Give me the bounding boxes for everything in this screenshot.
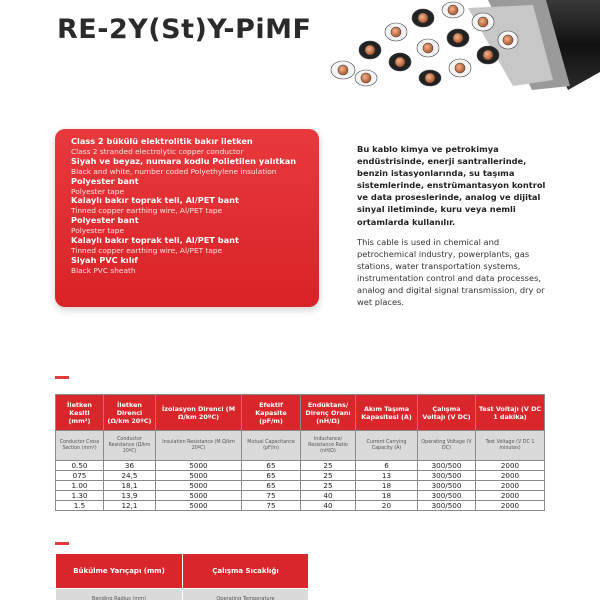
col-subheader: Operating Voltage (V DC) [418, 431, 476, 461]
table-cell: 25 [301, 461, 356, 471]
table-cell: 1.00 [56, 481, 104, 491]
table-cell: 300/500 [418, 481, 476, 491]
layer-title: Kalaylı bakır toprak teli, Al/PET bant [71, 235, 239, 246]
table-subheader-row [56, 589, 309, 600]
cable-cross-section-image [318, 0, 600, 95]
table-cell: 24,5 [104, 471, 156, 481]
col-subheader: Operating Temperature [183, 589, 309, 600]
table-row [56, 481, 545, 491]
construction-box [55, 129, 319, 307]
col-subheader: Current Carrying Capacity (A) [356, 431, 418, 461]
mechanical-table [55, 553, 309, 600]
col-header: Test Voltajı (V DC 1 dakika) [476, 395, 545, 431]
layer-desc: Black PVC sheath [71, 265, 136, 275]
table-cell: 0.50 [56, 461, 104, 471]
table-header-row [56, 395, 545, 431]
col-header: İletken Kesiti (mm²) [56, 395, 104, 431]
table-row [56, 491, 545, 501]
table-cell: 300/500 [418, 471, 476, 481]
table-cell: 2000 [476, 491, 545, 501]
col-header: Çalışma Voltajı (V DC) [418, 395, 476, 431]
table-cell: 2000 [476, 481, 545, 491]
table-cell: 5000 [156, 501, 242, 511]
usage-description [357, 143, 549, 308]
col-subheader: Mutual Capacitance (pF/m) [242, 431, 301, 461]
col-subheader: Insulation Resistance (M Ω/km 20ºC) [156, 431, 242, 461]
usage-text-en: This cable is used in chemical and petrochemical industry, powerplants, gas stations, water transportation systems, instrumentation control and data processes, analog and digital signal transmission, dry or wet places. [357, 236, 545, 308]
product-title: RE-2Y(St)Y-PiMF [57, 14, 312, 45]
table-cell: 13 [356, 471, 418, 481]
table-cell: 300/500 [418, 491, 476, 501]
table-cell: 1.5 [56, 501, 104, 511]
layer-desc: Polyester tape [71, 226, 125, 236]
col-header: Endüktans/ Direnç Oranı (nH/Ω) [301, 395, 356, 431]
specs-table [55, 394, 545, 511]
col-subheader: Test Voltage (V DC 1 minutes) [476, 431, 545, 461]
col-header: Bükülme Yarıçapı (mm) [56, 554, 183, 589]
table-cell: 300/500 [418, 501, 476, 511]
layer-desc: Tinned copper earthing wire, Al/PET tape [71, 245, 223, 255]
section-marker [55, 376, 69, 379]
table-cell: 25 [301, 481, 356, 491]
col-header: Akım Taşıma Kapasitesi (A) [356, 395, 418, 431]
col-header: Efektif Kapasite (pF/m) [242, 395, 301, 431]
table-cell: 5000 [156, 461, 242, 471]
col-subheader: Conductor Cross Section (mm²) [56, 431, 104, 461]
table-cell: 2000 [476, 471, 545, 481]
layer-desc: Tinned copper earthing wire, Al/PET tape [71, 206, 223, 216]
table-row [56, 471, 545, 481]
table-cell: 18 [356, 491, 418, 501]
table-cell: 18,1 [104, 481, 156, 491]
layer-title: Class 2 bükülü elektrolitik bakır iletken [71, 136, 253, 146]
table-cell: 5000 [156, 471, 242, 481]
usage-text-tr: Bu kablo kimya ve petrokimya endüstrisinde, enerji santrallerinde, benzin istasyonlarında, su taşıma sistemlerinde, enstrümantasyon kontrol ve data proseslerinde, analog ve dijital sinyal iletiminde, kuru veya nemli ortamlarda kullanılır. [357, 144, 546, 227]
table-cell: 300/500 [418, 461, 476, 471]
layer-title: Polyester bant [71, 215, 139, 226]
col-subheader: Inductance/ Resistance Ratio (nH/Ω) [301, 431, 356, 461]
table-cell: 1.30 [56, 491, 104, 501]
table-cell: 75 [242, 491, 301, 501]
table-cell: 36 [104, 461, 156, 471]
table-cell: 2000 [476, 461, 545, 471]
layer-desc: Black and white, number coded Polyethylene insulation [71, 166, 277, 176]
table-cell: 20 [356, 501, 418, 511]
table-cell: 6 [356, 461, 418, 471]
table-cell: 075 [56, 471, 104, 481]
table-cell: 5000 [156, 481, 242, 491]
table-cell: 2000 [476, 501, 545, 511]
section-marker [55, 542, 69, 545]
table-cell: 40 [301, 491, 356, 501]
table-row [56, 501, 545, 511]
table-header-row [56, 554, 309, 589]
col-subheader: Bending Radius (mm) [56, 589, 183, 600]
layer-title: Polyester bant [71, 175, 139, 186]
table-subheader-row [56, 431, 545, 461]
col-header: İzolasyon Direnci (M Ω/km 20ºC) [156, 395, 242, 431]
table-cell: 5000 [156, 491, 242, 501]
layer-desc: Class 2 stranded electrolytic copper conductor [71, 146, 244, 156]
table-cell: 65 [242, 481, 301, 491]
table-cell: 18 [356, 481, 418, 491]
table-cell: 75 [242, 501, 301, 511]
table-cell: 13,9 [104, 491, 156, 501]
col-header: Çalışma Sıcaklığı [183, 554, 309, 589]
col-subheader: Conductor Resistance (Ω/km 20ºC) [104, 431, 156, 461]
table-cell: 12,1 [104, 501, 156, 511]
table-cell: 40 [301, 501, 356, 511]
layer-title: Kalaylı bakır toprak teli, Al/PET bant [71, 195, 239, 206]
layer-title: Siyah ve beyaz, numara kodlu Polietilen yalıtkan [71, 155, 297, 166]
table-cell: 25 [301, 471, 356, 481]
table-cell: 65 [242, 471, 301, 481]
col-header: İletken Direnci (Ω/km 20ºC) [104, 395, 156, 431]
layer-title: Siyah PVC kılıf [71, 254, 138, 265]
table-cell: 65 [242, 461, 301, 471]
table-row [56, 461, 545, 471]
layer-desc: Polyester tape [71, 186, 125, 196]
